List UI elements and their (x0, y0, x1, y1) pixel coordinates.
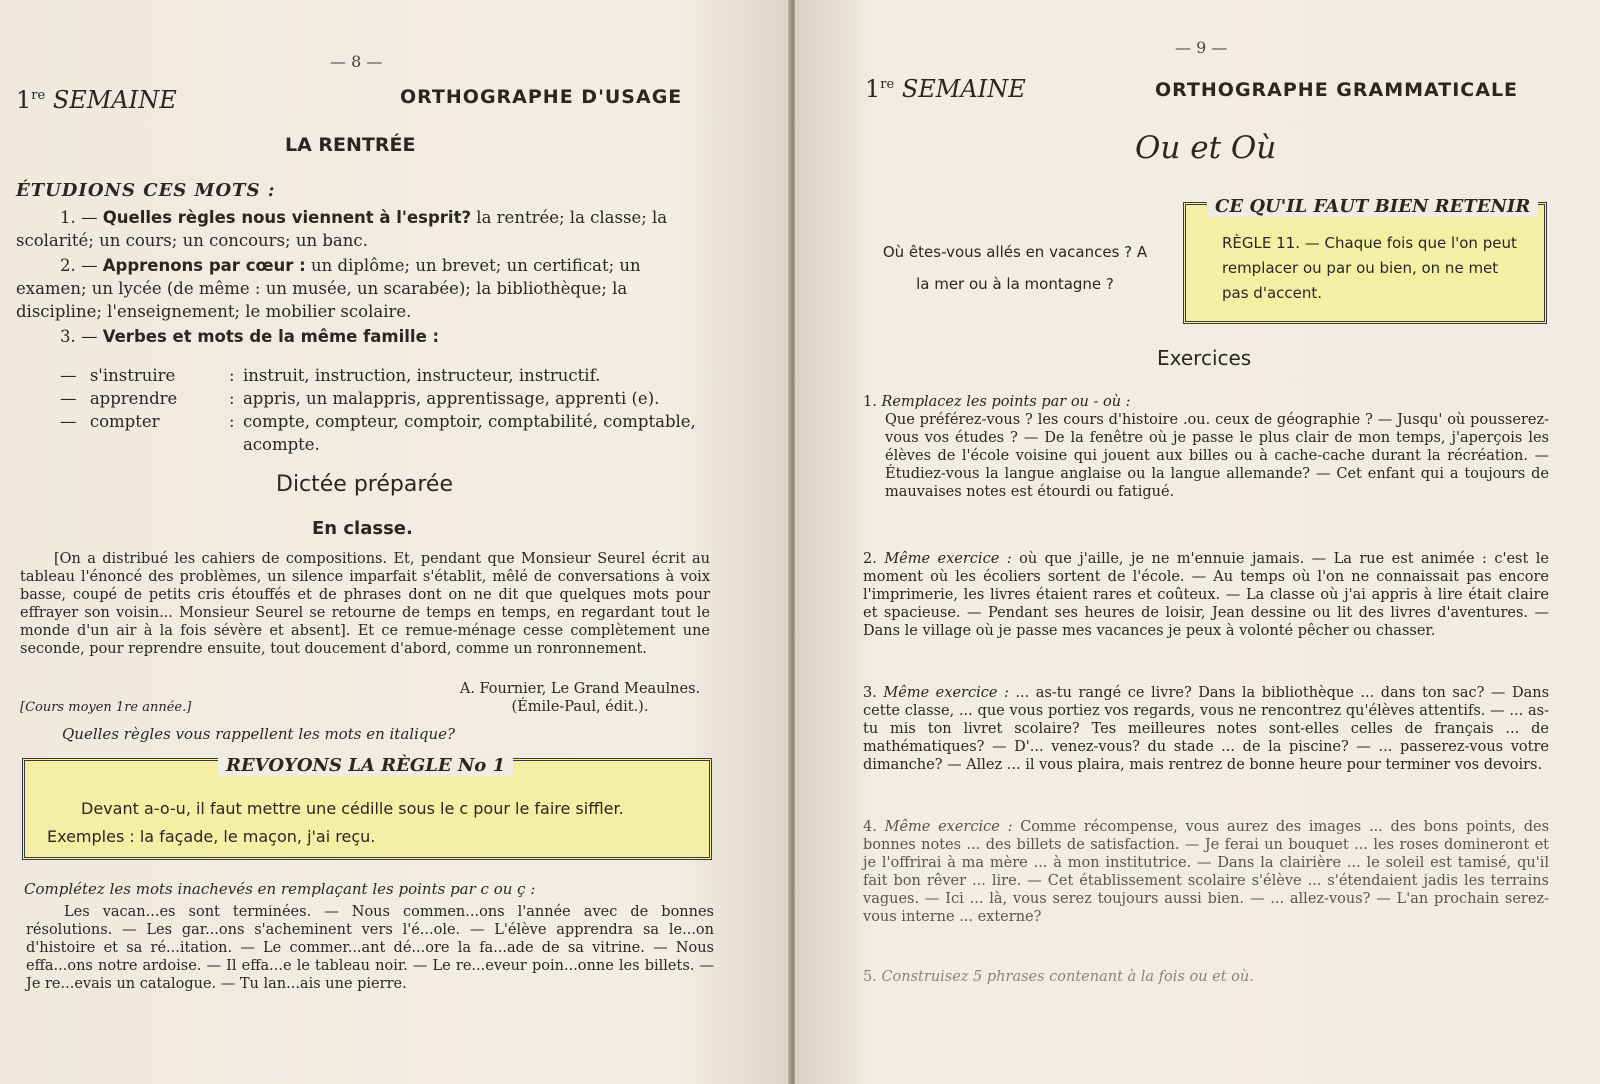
author-credit: A. Fournier, Le Grand Meaulnes. (Émile-Paul, édit.). (459, 681, 701, 715)
example-sentence: Où êtes-vous allés en vacances ? A la mer ou à la montagne ? (882, 243, 1148, 293)
page-number: — 8 — (330, 52, 383, 71)
dictation-subtitle: En classe. (312, 518, 413, 539)
study-item: 2. — Apprenons par cœur : un diplôme; un brevet; un certificat; un examen; un lycée (de même : un musée, un scarabée); la bibliothèque; la discipline; l'enseignement; le mobilier scolaire. (16, 256, 641, 321)
right-page (795, 0, 1600, 1084)
family-row: — s'instruire : instruit, instruction, instructeur, instructif. (60, 366, 601, 385)
page-number: — 9 — (1175, 38, 1228, 57)
study-item: 3. — Verbes et mots de la même famille : (60, 327, 440, 346)
section-title: ORTHOGRAPHE D'USAGE (400, 86, 683, 108)
exercise-text: Les vacan...es sont terminées. — Nous commen...ons l'année avec de bonnes résolutions. — Les gar...ons s'acheminent vers l'é...ole. — L'élève apprendra sa le...on d'histoire et sa ré...itation. — Le commer...ant dé...ore la fa...ade de sa vitrine. — Nous effa...ons notre ardoise. — Il effa...e le tableau noir. — Le re...eveur poin...onne les billets. — Je re...evais un catalogue. — Tu lan...ais une pierre. (26, 904, 714, 992)
exercise-2: 2. Même exercice : où que j'aille, je ne m'ennuie jamais. — La rue est animée : c'est le moment où les écoliers sortent de l'école. — Au temps où l'on ne connaissait pas encore l'imprimerie, les livres étaient rares et coûteux. — La classe où j'ai appris à lire était claire et spacieuse. — Pendant ses heures de loisir, Jean dessine ou lit des livres d'aventures. — Dans le village où je passe mes vacances je peux à volonté pêcher ou chasser. (863, 551, 1549, 639)
exercise-4: 4. Même exercice : Comme récompense, vous aurez des images ... des bons points, des bonnes notes ... des billets de satisfaction. — Je ferai un bouquet ... les roses domineront et je l'offrirai à ma mère ... à mon institutrice. — Dans la clairière ... le soleil est tamisé, qu'il fait bon rêver ... lire. — Cet établissement scolaire s'élève ... s'étendaient jadis les terrains vagues. — Ici ... là, vous serez toujours aussi bien. — ... allez-vous? — L'an prochain serez-vous interne ... externe? (863, 819, 1550, 925)
left-page (0, 0, 790, 1084)
exercise-1-text: Que préférez-vous ? les cours d'histoire .ou. ceux de géographie ? — Jusqu' où pousserez-vous vos études ? — De la fenêtre où je passe le plus clair de mon temps, j'aperçois les élèves de l'école voisine qui jouent aux billes ou à cache-cache durant la récréation. — Étudiez-vous la langue anglaise ou la langue allemande? — Cet enfant qui a toujours de mauvaises notes est étourdi ou fatigué. (885, 412, 1549, 500)
section-title: ORTHOGRAPHE GRAMMATICALE (1155, 79, 1519, 101)
dictation-title: Dictée préparée (276, 472, 453, 497)
dictation-text: [On a distribué les cahiers de compositions. Et, pendant que Monsieur Seurel écrit au tableau l'énoncé des problèmes, un silence imparfait s'établit, mêlé de conversations à voix basse, coupé de petits cris étouffés et de phrases dont on ne dit que quelques mots pour effrayer son voisin... Monsieur Seurel se retourne de temps en temps, en regardant tout le monde d'un air à la fois sévère et absent]. Et ce remue-ménage cesse complètement une seconde, pour reprendre ensuite, tout doucement d'abord, comme un ronronnement. (20, 551, 710, 657)
exercise-instruction: Complétez les mots inachevés en remplaçant les points par c ou ç : (24, 880, 536, 898)
question: Quelles règles vous rappellent les mots en italique? (62, 725, 456, 743)
rule-box-line1: Devant a-o-u, il faut mettre une cédille sous le c pour le faire siffler. (81, 799, 624, 818)
family-table (60, 364, 740, 456)
lesson-title: Ou et Où (1135, 130, 1277, 166)
retain-box-text: RÈGLE 11. — Chaque fois que l'on peut remplacer ou par ou bien, on ne met pas d'accent. (1222, 234, 1517, 302)
lesson-title: LA RENTRÉE (285, 134, 416, 156)
week-label: 1re SEMAINE (16, 86, 177, 114)
family-row: — apprendre : appris, un malappris, apprentissage, apprenti (e). (60, 389, 660, 408)
exercises-heading: Exercices (1157, 346, 1252, 370)
retain-box (1183, 202, 1547, 324)
study-items (16, 206, 716, 348)
exercise-1: 1. Remplacez les points par ou - où : Que préférez-vous ? les cours d'histoire .ou. ceux de géographie ? — Jusqu' où pousserez-vous vos études ? — De la fenêtre où je passe le plus clair de mon temps, j'aperçois les élèves de l'école voisine qui jouent aux billes ou à cache-cache durant la récréation. — Étudiez-vous la langue anglaise ou la langue allemande? — Cet enfant qui a toujours de mauvaises notes est étourdi ou fatigué. (863, 394, 1549, 500)
level-note: [Cours moyen 1re année.] (20, 700, 192, 715)
rule-box-title: REVOYONS LA RÈGLE No 1 (218, 755, 513, 776)
study-item: 1. — Quelles règles nous viennent à l'esprit? la rentrée; la classe; la scolarité; un cours; un concours; un banc. (16, 208, 668, 250)
study-heading: ÉTUDIONS CES MOTS : (16, 180, 276, 201)
rule-box-line2: Exemples : la façade, le maçon, j'ai reçu. (47, 827, 376, 846)
exercise-3: 3. Même exercice : ... as-tu rangé ce livre? Dans la bibliothèque ... dans ton sac? — Dans cette classe, ... que vous portiez vos regards, vous ne rencontrez qu'élèves attentifs. — ... as-tu mis ton livret scolaire? Tes meilleures notes sont-elles celles de français ... de mathématiques? — D'... venez-vous? du stade ... de la piscine? — ... passerez-vous votre dimanche? — Allez ... il vous plaira, mais rentrez de bonne heure pour terminer vos devoirs. (863, 685, 1550, 773)
retain-box-title: CE QU'IL FAUT BIEN RETENIR (1207, 196, 1538, 217)
week-label: 1re SEMAINE (865, 75, 1026, 103)
exercise-5: 5. Construisez 5 phrases contenant à la fois ou et où. (863, 969, 1254, 985)
family-row: — compter : compte, compteur, comptoir, comptabilité, comptable, acompte. (60, 412, 696, 454)
